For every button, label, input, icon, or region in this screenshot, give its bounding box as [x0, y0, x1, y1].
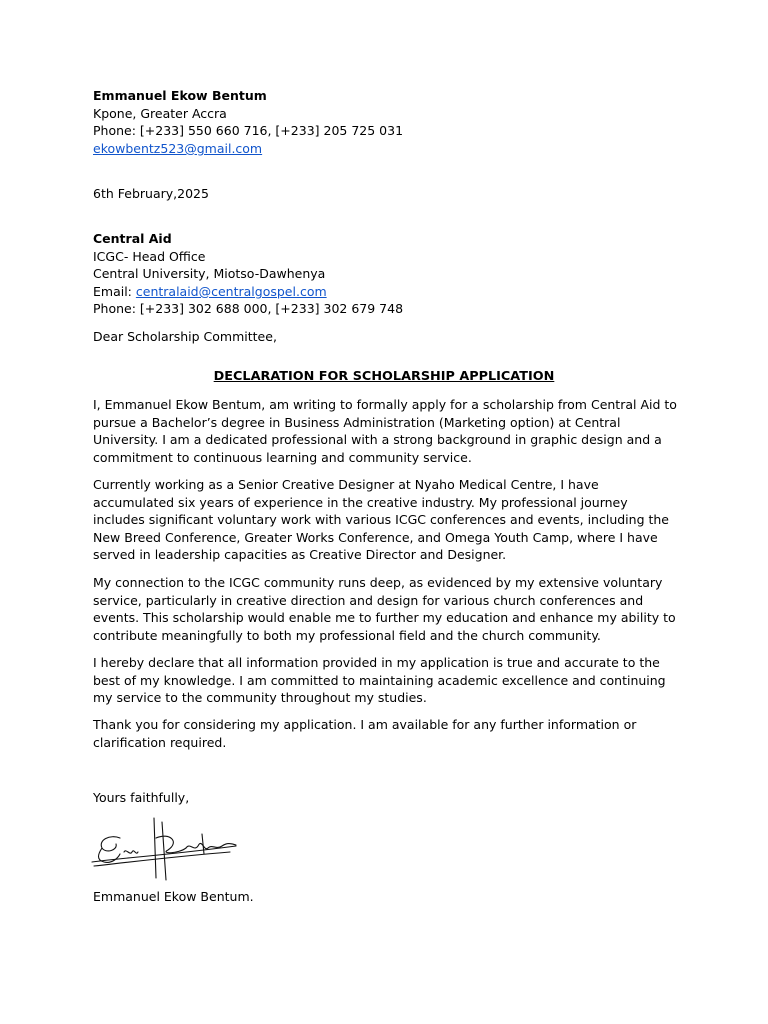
body-paragraph-1: I, Emmanuel Ekow Bentum, am writing to formally apply for a scholarship from Central Aid to pursue a Bachelor’s degree in Business Administration (Marketing option) at Central University. I am a dedicated professional with a strong background in graphic design and a commitment to continuous learning and community service. — [93, 397, 677, 465]
recipient-phone: Phone: [+233] 302 688 000, [+233] 302 679 748 — [93, 301, 404, 316]
body-paragraph-3: My connection to the ICGC community runs deep, as evidenced by my extensive voluntary service, particularly in creative direction and design for various church conferences and events. This scholarship would enable me to further my education and enhance my ability to contribute meaningfully to both my professional field and the church community. — [93, 575, 676, 643]
body-paragraph-4: I hereby declare that all information provided in my application is true and accurate to the best of my knowledge. I am committed to maintaining academic excellence and continuing my service to the community throughout my studies. — [93, 655, 666, 706]
closing: Yours faithfully, — [93, 790, 190, 805]
recipient-email-line — [93, 283, 327, 301]
recipient-name: Central Aid — [93, 231, 172, 246]
sender-email-link[interactable]: ekowbentz523@gmail.com — [93, 141, 263, 156]
salutation: Dear Scholarship Committee, — [93, 329, 277, 344]
sender-name: Emmanuel Ekow Bentum — [93, 88, 267, 103]
handwritten-signature — [90, 812, 240, 882]
recipient-email-label: Email: — [93, 284, 132, 299]
signature-name: Emmanuel Ekow Bentum. — [93, 889, 254, 904]
sender-address: Kpone, Greater Accra — [93, 106, 227, 121]
recipient-email-link[interactable]: centralaid@centralgospel.com — [135, 284, 327, 299]
document-title: DECLARATION FOR SCHOLARSHIP APPLICATION — [213, 369, 555, 384]
letter-date: 6th February,2025 — [93, 186, 209, 201]
recipient-office: ICGC- Head Office — [93, 249, 206, 264]
body-paragraph-2: Currently working as a Senior Creative Designer at Nyaho Medical Centre, I have accumulated six years of experience in the creative industry. My professional journey includes significant voluntary work with various ICGC conferences and events, including the New Breed Conference, Greater Works Conference, and Omega Youth Camp, where I have served in leadership capacities as Creative Director and Designer. — [93, 477, 669, 563]
recipient-address: Central University, Miotso-Dawhenya — [93, 266, 326, 281]
sender-phone: Phone: [+233] 550 660 716, [+233] 205 725 031 — [93, 123, 404, 138]
body-paragraph-5: Thank you for considering my application. I am available for any further information or clarification required. — [93, 717, 637, 750]
